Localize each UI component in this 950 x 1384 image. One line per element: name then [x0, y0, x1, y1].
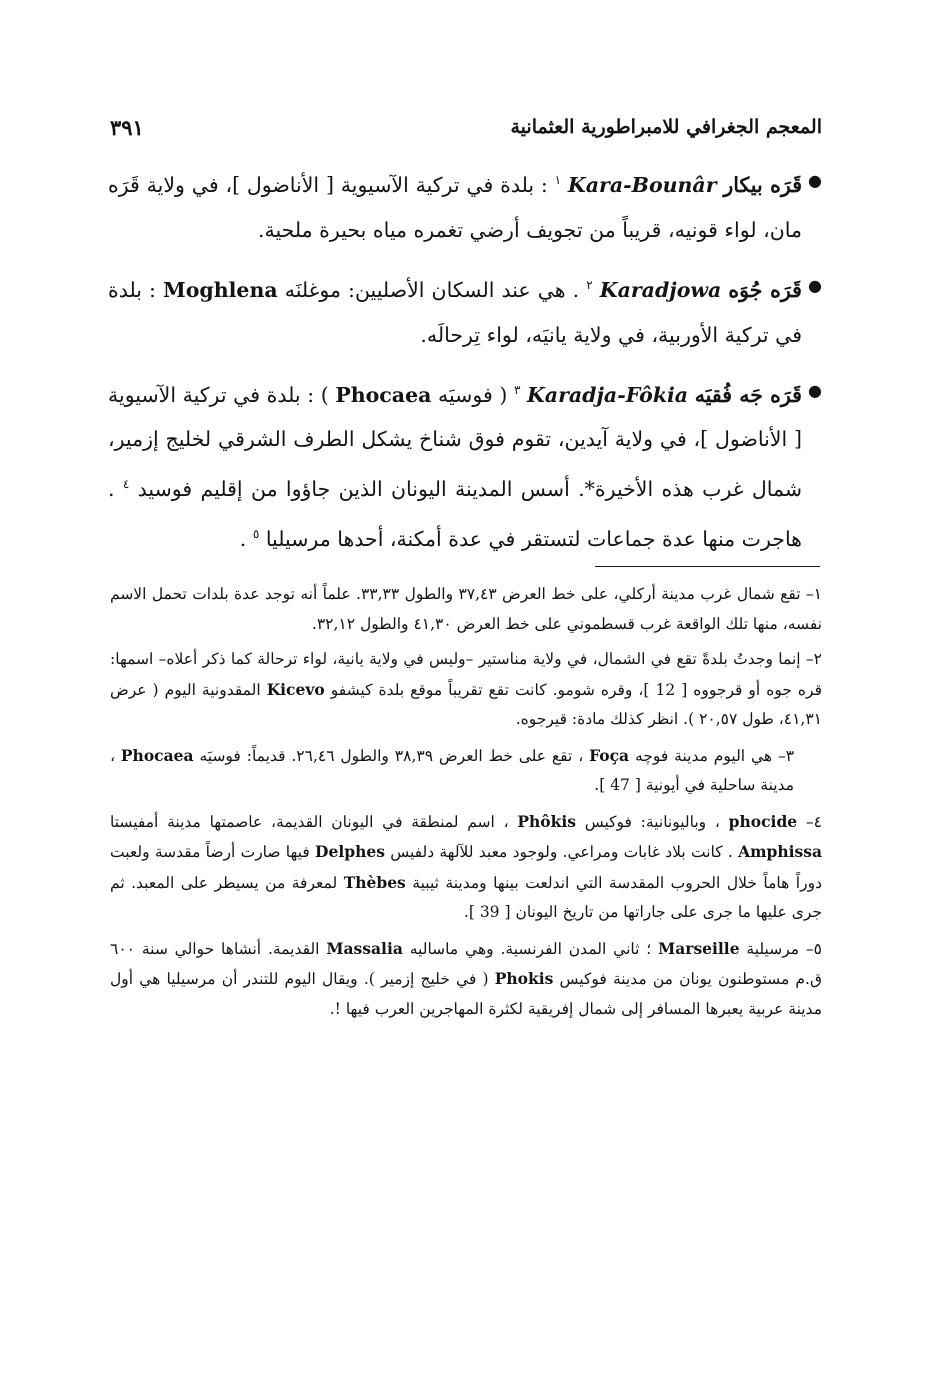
- footnote-ref[interactable]: ١: [554, 173, 562, 187]
- footnote-text: ؛ ثاني المدن الفرنسية. وهي ماساليه: [409, 939, 652, 958]
- footnote-ref[interactable]: ٤: [122, 477, 130, 492]
- alt-name-latin: Phocaea: [335, 382, 432, 407]
- entry-name-latin: Karadja-Fôkia: [526, 382, 689, 407]
- footnote-latin: Foça: [589, 745, 630, 765]
- footnote-latin: phocide: [728, 811, 798, 831]
- footnote-text: ٥– مرسيلية: [746, 939, 822, 958]
- footnote-latin: Massalia: [326, 938, 403, 958]
- running-header: [110, 112, 822, 142]
- entry-text: : بلدة في تركية الأوربية، في ولاية يانيَه، لواء تِرحالَه.: [108, 277, 802, 347]
- footnote-latin: Kicevo: [266, 679, 325, 699]
- bullet-icon: ●: [808, 171, 822, 190]
- footnote-latin: Marseille: [658, 938, 740, 958]
- footnote-2: [110, 645, 822, 735]
- entry-text: : بلدة في تركية الآسيوية [ الأناضول ]، في ولاية قَرَه مان، لواء قونيه، قريباً من تجويف أرضي تغمره مياه بحيرة ملحية.: [108, 172, 802, 242]
- footnotes: [110, 580, 822, 1030]
- footnote-text: ٤–: [805, 812, 822, 831]
- page-number: ٣٩١: [110, 114, 144, 140]
- footnote-text: ( في خليج إزمير ). ويقال اليوم للتندر أن مرسيليا هي أول مدينة عربية يعبرها المسافر إلى شمال إفريقية لكثرة المهاجرين العرب فيها !.: [110, 970, 822, 1018]
- footnote-text: ، مدينة ساحلية في أيونية [ 47 ].: [110, 746, 794, 794]
- footnote-text: القديمة. أنشاها حوالي سنة ٦٠٠ ق.م مستوطنون يونان من مدينة فوكيس: [110, 939, 822, 988]
- footnote-5: [110, 934, 822, 1025]
- footnote-text: ، اسم لمنطقة في اليونان القديمة، عاصمتها مدينة أمفيستا: [110, 812, 509, 831]
- entry-name-latin: Karadjowa: [599, 277, 722, 302]
- footnote-text: المقدونية اليوم ( عرض ٤١,٣١، طول ٢٠,٥٧ ). انظر كذلك مادة: قيرجوه.: [110, 680, 822, 728]
- footnote-text: فيها صارت أرضاً مقدسة ولعبت دوراً هاماً خلال الحروب المقدسة التي اندلعت بينها ومدينة ثيبية: [110, 843, 822, 892]
- footnote-latin: Delphes: [315, 842, 385, 861]
- footnote-latin: Amphissa: [738, 842, 823, 861]
- entry-name-arabic: قَرَه جَه فُقيَه: [694, 382, 802, 407]
- footnote-4: [110, 807, 822, 928]
- entries: [108, 158, 824, 572]
- footnote-ref[interactable]: ٢: [586, 277, 593, 292]
- entry-karadja-fokia: [108, 368, 824, 562]
- entry-name-latin: Kara-Bounâr: [567, 172, 717, 197]
- entry-text: . هاجرت منها عدة جماعات لتستقر في عدة أمكنة، أحدها مرسيليا: [108, 477, 802, 552]
- entry-text: ( فوسيَه: [438, 382, 508, 407]
- bullet-icon: ●: [808, 275, 822, 295]
- footnote-text: ، وباليونانية: فوكيس: [584, 812, 720, 831]
- entry-text: ) : بلدة في تركية الآسيوية [ الأناضول ]، في ولاية آيدين، تقوم فوق شناخ يشكل الطرف الشرقي لخليج إزمير، شمال غرب هذه الأخيرة*. أسس المدينة اليونان الذين جاؤوا من إقليم فوسيد: [108, 382, 802, 502]
- footnote-text: ٣– هي اليوم مدينة فوچه: [634, 746, 795, 765]
- entry-karadjowa: [108, 263, 824, 358]
- entry-kara-bounar: [108, 158, 824, 253]
- footnote-1: [110, 580, 822, 639]
- footnote-latin: Phôkis: [517, 811, 576, 831]
- entry-text: . هي عند السكان الأصليين: موغلنَه: [284, 277, 580, 302]
- footnote-3: [110, 741, 822, 801]
- footnote-latin: Phokis: [494, 969, 554, 988]
- entry-name-arabic: قَرَه جُوَه: [728, 277, 802, 302]
- alt-name-latin: Moghlena: [163, 277, 278, 302]
- bullet-icon: ●: [808, 380, 822, 400]
- footnote-ref[interactable]: ٥: [252, 527, 260, 542]
- entry-text: .: [239, 527, 247, 552]
- footnote-text: ٢– إنما وجدتُ بلدةً تقع في الشمال، في ولاية مناستير –وليس في ولاية يانية، لواء ترحالة كما ذكر أعلاه– اسمها: قره جوه أو قرجووه [ 12 ]، وقره شومو. كانت تقع تقريباً موقع بلدة كيشفو: [110, 650, 823, 699]
- footnote-text: ١– تقع شمال غرب مدينة أركلي، على خط العرض ٣٧,٤٣ والطول ٣٣,٣٣. علماً أنه توجد عدة بلدات تحمل الاسم نفسه، منها تلك الواقعة غرب قسطموني على خط العرض ٤١,٣٠ والطول ٣٢,١٢.: [110, 585, 822, 633]
- running-title: المعجم الجغرافي للامبراطورية العثمانية: [510, 116, 822, 138]
- footnote-text: ، تقع على خط العرض ٣٨,٣٩ والطول ٢٦,٤٦. قديماً: فوسيَه: [199, 746, 584, 765]
- footnote-text: لمعرفة من يسيطر على المعبد. ثم جرى عليها ما جرى على جاراتها من تاريخ اليونان [ 39 ].: [110, 873, 822, 921]
- footnote-ref[interactable]: ٣: [513, 382, 521, 397]
- footnote-text: . كانت بلاد غابات ومراعي. ولوجود معبد للآلهة دلفيس: [390, 843, 733, 861]
- entry-name-arabic: قَرَه بيكار: [723, 172, 802, 197]
- footnote-latin: Thèbes: [343, 872, 406, 892]
- footnote-latin: Phocaea: [120, 745, 194, 765]
- footnote-divider: [595, 566, 820, 567]
